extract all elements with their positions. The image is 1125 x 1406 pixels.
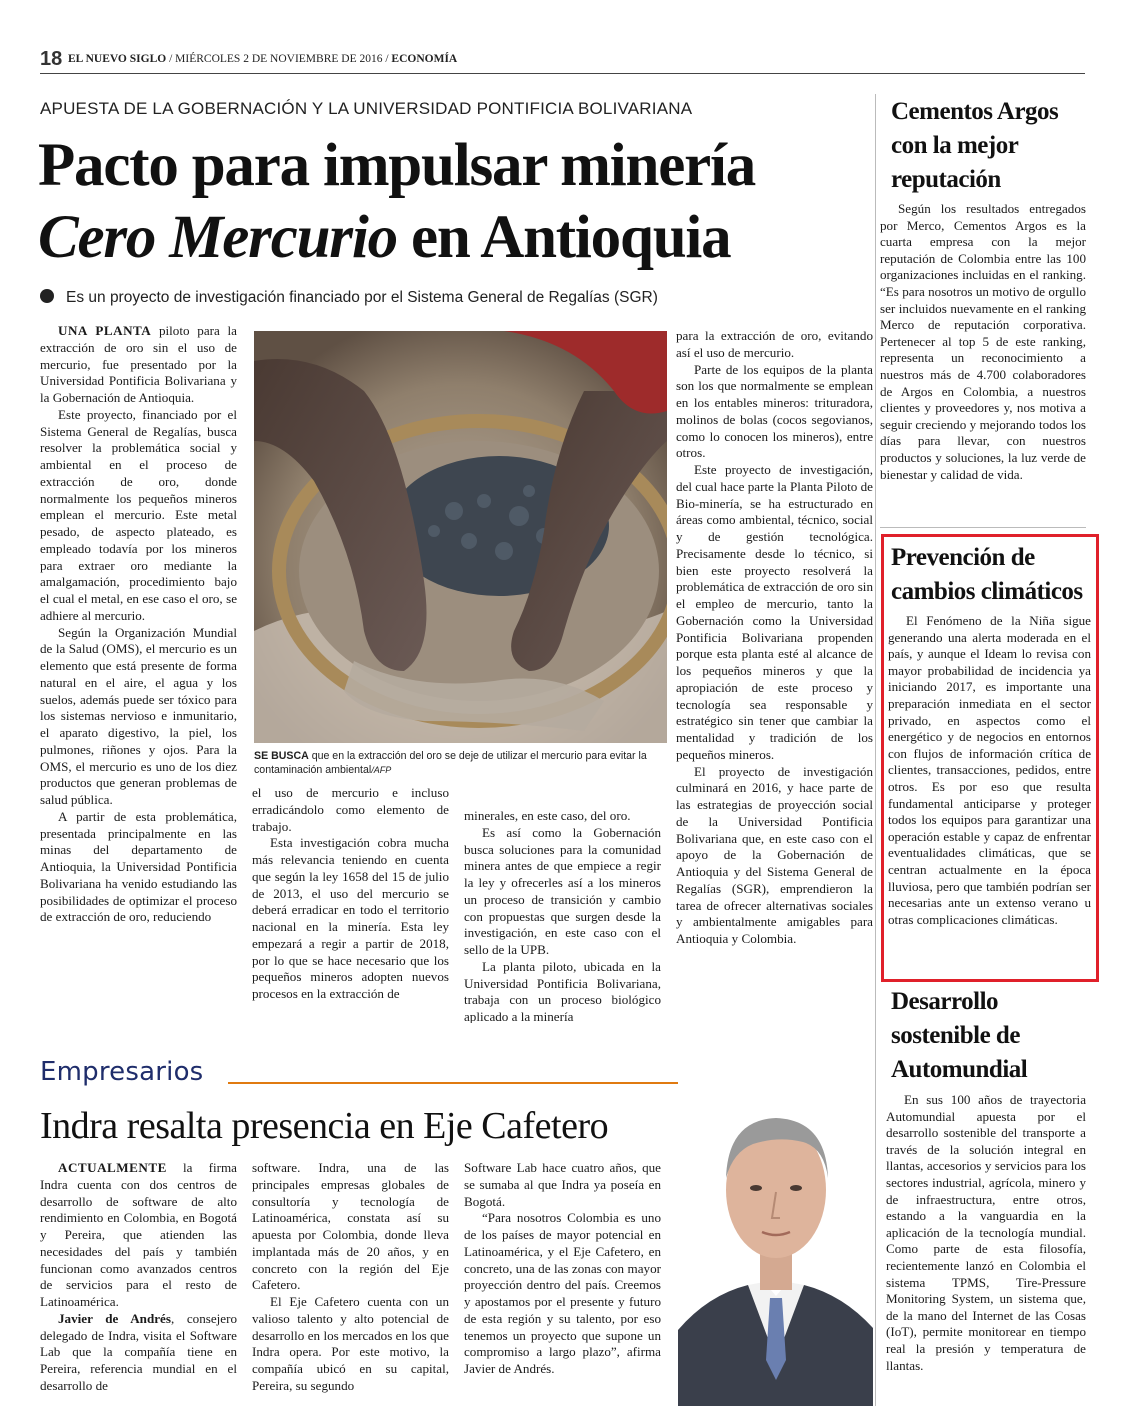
issue-date: / MIÉRCOLES 2 DE NOVIEMBRE DE 2016 / <box>169 53 389 65</box>
story-column-3 <box>464 808 661 1023</box>
section-label: Empresarios <box>40 1057 204 1087</box>
sidebar-text-climate <box>888 613 1091 973</box>
portrait-image <box>678 1060 873 1406</box>
paragraph: En sus 100 años de trayectoria Automundial apuesta por el desarrollo sostenible del transporte a través de la solución integral en llantas, accesorios y servicios para los sectores industrial, agrícola, minero y de infraestructura, entre otros, estando a la vanguardia en la aplicación de la tecnología mundial. Como parte de esta filosofía, recientemente lanzó en Colombia el sistema TPMS, Tire-Pressure Monitoring System, un sistema que, de la mano del Internet de las Cosas (IoT), permite monitorear en tiempo real la presión y temperatura de llantas. <box>886 1092 1086 1373</box>
paragraph: , consejero delegado de Indra, visita el Software Lab que la compañía tiene en Pereira, referencia mundial en el desarrollo de <box>40 1310 237 1393</box>
caption-lead: SE BUSCA <box>254 750 309 762</box>
paragraph: Es así como la Gobernación busca soluciones para la comunidad minera antes de que empiece a regir la ley y ofrecerles así a los mineros un proceso de transición y cambio con propuestas que surgen desde la investigación, en este caso con el sello de la UPB. <box>464 824 661 957</box>
paragraph: La planta piloto, ubicada en la Universidad Pontificia Bolivariana, trabaja con un proceso biológico aplicado a la minería <box>464 958 661 1023</box>
indra-headline: Indra resalta presencia en Eje Cafetero <box>40 1105 609 1147</box>
story-column-4 <box>676 328 873 1023</box>
sidebar-item-divider <box>880 527 1086 528</box>
paragraph: Esta investigación cobra mucha más relevancia teniendo en cuenta que según la ley 1658 del 15 de julio de 2013, el uso del mercurio se deberá erradicar en todo el territorio nacional en la minería. Esta ley empezará a regir a partir de 2018, por lo que se hace necesario que los pequeños mineros adopten nuevos procesos en la extracción de <box>252 835 449 1001</box>
paragraph: El Eje Cafetero cuenta con un valioso talento y alto potencial de desarrollo en los mercados en los que Indra opera. Por este motivo, la compañía ubicó en su capital, Pereira, su segundo <box>252 1294 449 1393</box>
caption-text: que en la extracción del oro se deje de utilizar el mercurio para evitar la contaminación ambiental <box>254 750 647 776</box>
paragraph: Este proyecto, financiado por el Sistema General de Regalías, busca resolver la problemática social y ambiental en el proceso de extracción de oro, donde normalmente los pequeños mineros emplean el mercurio. Este metal pesado, de aspecto plateado, es empleado todavía por los mineros para extraer oro mediante la amalgamación, procedimiento bajo el cual el metal, en ese caso el oro, se adhiere al mercurio. <box>40 406 237 623</box>
story-subhead <box>40 289 870 307</box>
story-headline <box>38 130 868 274</box>
paragraph: para la extracción de oro, evitando así el uso de mercurio. <box>676 328 873 360</box>
story-kicker: APUESTA DE LA GOBERNACIÓN Y LA UNIVERSIDAD PONTIFICIA BOLIVARIANA <box>40 99 693 118</box>
story-column-1 <box>40 323 237 1023</box>
photo-credit: /AFP <box>371 765 392 775</box>
paragraph: Parte de los equipos de la planta son los que normalmente se emplean en los entables mineros: trituradora, molinos de bolas (cocos segovianos, como lo conocen los mineros), entre otros. <box>676 361 873 461</box>
indra-column-3 <box>464 1160 661 1406</box>
paragraph: minerales, en este caso, del oro. <box>464 808 631 823</box>
headline-line-2 <box>38 202 868 274</box>
indra-column-1 <box>40 1160 237 1406</box>
miner-hands-image <box>254 331 667 743</box>
sidebar-text-automundial <box>886 1092 1086 1406</box>
paragraph: el uso de mercurio e incluso erradicándolo como elemento de trabajo. <box>252 785 449 834</box>
sidebar-title-climate: Prevención de cambios climáticos <box>891 544 1083 605</box>
section-name: ECONOMÍA <box>391 53 458 65</box>
header-info <box>68 53 457 65</box>
paragraph: Según la Organización Mundial de la Salud (OMS), el mercurio es un elemento que está presente de forma natural en el aire, el agua y los suelos, además puede ser tóxico para los sistemas nervioso e inmunitario, el aparato digestivo, la piel, los pulmones, riñones y ojos. Para la OMS, el mercurio es uno de los diez productos que generan problemas de salud pública. <box>40 624 237 807</box>
headline-line-1: Pacto para impulsar minería <box>38 132 756 199</box>
sidebar-title-argos: Cementos Argos con la mejor reputación <box>891 98 1059 193</box>
paragraph: software. Indra, una de las principales empresas globales de consultoría y tecnología de Latinoamérica, constata así su apuesta por Colombia, donde lleva implantada más de 20 años, y en concreto con la región del Eje Cafetero. <box>252 1160 449 1293</box>
paragraph: piloto para la extracción de oro sin el uso de mercurio, fue presentado por la Universidad Pontificia Bolivariana y la Gobernación de Antioquia. <box>40 323 237 405</box>
lead-in: ACTUALMENTE <box>58 1160 167 1175</box>
paragraph: A partir de esta problemática, presentada principalmente en las minas del departamento de Antioquia, la Universidad Pontificia Bolivariana ha venido estudiando las posibilidades de optimizar el proceso de extracción de oro, reduciendo <box>40 808 237 925</box>
paragraph: “Para nosotros Colombia es uno de los países de mayor potencial en Latinoamérica, y el Eje Cafetero, en concreto, una de las zonas con mayor proyección dentro del país. Creemos y apostamos por el presente y futuro de esta región y su talento, por eso tenemos un proyecto que supone un compromiso a largo plazo”, afirma Javier de Andrés. <box>464 1210 661 1376</box>
page-number: 18 <box>40 48 63 70</box>
executive-portrait <box>678 1060 873 1406</box>
paragraph: El proyecto de investigación culminará en 2016, y hace parte de las estrategias de proyección social de la Universidad Pontificia Bolivariana que, en este caso con el apoyo de la Gobernación de Antioquia y del Sistema General de Regalías (SGR), emprendieron la tarea de ofrecer alternativas sociales y ambientalmente amigables para Antioquia y Colombia. <box>676 763 873 946</box>
paragraph: Este proyecto de investigación, del cual hace parte la Planta Piloto de Bio-minería, se ha estructurado en áreas como ambiental, técnico, social y de gestión tecnológica. Precisamente desde lo técnico, si bien este proyecto resolverá la problemática de extracción de oro sin el empleo de mercurio, tanto la Gobernación como la Universidad Pontificia Bolivariana propenden porque esta planta esté al alcance de los pequeños mineros y que la apropiación de este proceso y tecnología sea responsable y estratégico sin tener que cambiar la mentalidad y tradición de los pequeños mineros. <box>676 462 873 762</box>
mining-photo <box>254 331 667 743</box>
paragraph: Software Lab hace cuatro años, que se sumaba al que Indra ya poseía en Bogotá. <box>464 1160 661 1209</box>
paragraph: Según los resultados entregados por Merco, Cementos Argos es la cuarta empresa con la mejor reputación de Colombia entre las 100 organizaciones incluidas en el ranking. “Es para nosotros un motivo de orgullo ser incluidos nuevamente en el ranking Merco de reputación corporativa. Pertenecer al top 5 de este ranking, representa un reconocimiento a nuestros más de 4.700 colaboradores de Argos en Colombia, a nuestros clientes y proveedores y, nos motiva a seguir creciendo y mejorando todos los días para llevar, con nuestros productos y soluciones, la luz verde de bienestar y calidad de vida. <box>880 201 1086 482</box>
paper-name: EL NUEVO SIGLO <box>68 53 167 65</box>
lead-in: UNA PLANTA <box>58 323 152 338</box>
bullet-icon <box>40 289 54 303</box>
page-header <box>40 48 1085 74</box>
subhead-text: Es un proyecto de investigación financiado por el Sistema General de Regalías (SGR) <box>66 289 658 306</box>
headline-rest: en Antioquia <box>396 204 731 271</box>
story-column-2 <box>252 785 449 1023</box>
indra-column-2 <box>252 1160 449 1406</box>
paragraph: El Fenómeno de la Niña sigue generando una alerta moderada en el país, y aunque el Ideam lo revisa con mayor probabilidad de incidencia ya iniciando 2017, es importante una preparación inmediata en el sector privado, en aspectos como el energético y de negocios en entornos con flujos de información crítica de clientes, transacciones, pedidos, entre otros. Es por eso que resulta fundamental anticiparse y proteger todos los equipos para garantizar una operación estable y capaz de enfrentar eventualidades climáticas, que se centran actualmente en la época lluviosa, pero que también podrían ser necesarias ante un extenso verano u otras complicaciones climáticas. <box>888 613 1091 927</box>
sidebar-title-automundial: Desarrollo sostenible de Automundial <box>891 988 1028 1083</box>
paragraph: la firma Indra cuenta con dos centros de desarrollo de software de alto rendimiento en Colombia, en Bogotá y Pereira, que atienden las necesidades del país y también funcionan como avanzados centros de servicios para el resto de Latinoamérica. <box>40 1160 237 1309</box>
headline-italic: Cero Mercurio <box>38 204 397 271</box>
sidebar-divider <box>875 94 876 1406</box>
photo-caption <box>254 749 667 777</box>
person-name: Javier de Andrés <box>58 1310 171 1326</box>
sidebar-text-argos <box>880 201 1086 523</box>
